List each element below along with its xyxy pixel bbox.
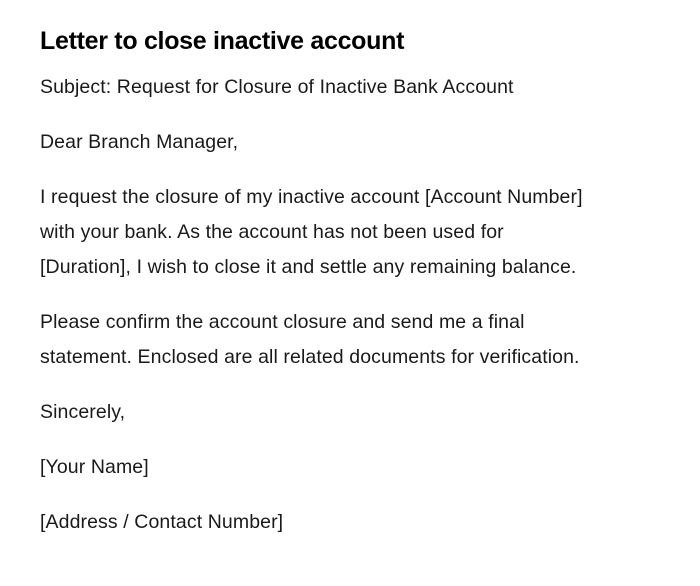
closing: Sincerely, [40,401,126,423]
subject-line: Subject: Request for Closure of Inactive Bank Account [40,76,514,98]
body-paragraph-1 [40,180,660,285]
contact-placeholder: [Address / Contact Number] [40,511,284,533]
body-paragraph-1-line: [Duration], I wish to close it and settle any remaining balance. [40,256,577,278]
page-title: Letter to close inactive account [40,27,405,55]
body-paragraph-2 [40,305,660,375]
body-paragraph-1-line: with your bank. As the account has not been used for [40,221,504,243]
name-placeholder: [Your Name] [40,456,149,478]
body-paragraph-1-line: I request the closure of my inactive account [Account Number] [40,186,583,208]
body-paragraph-2-line: statement. Enclosed are all related documents for verification. [40,346,580,368]
salutation: Dear Branch Manager, [40,131,239,153]
body-paragraph-2-line: Please confirm the account closure and send me a final [40,311,525,333]
